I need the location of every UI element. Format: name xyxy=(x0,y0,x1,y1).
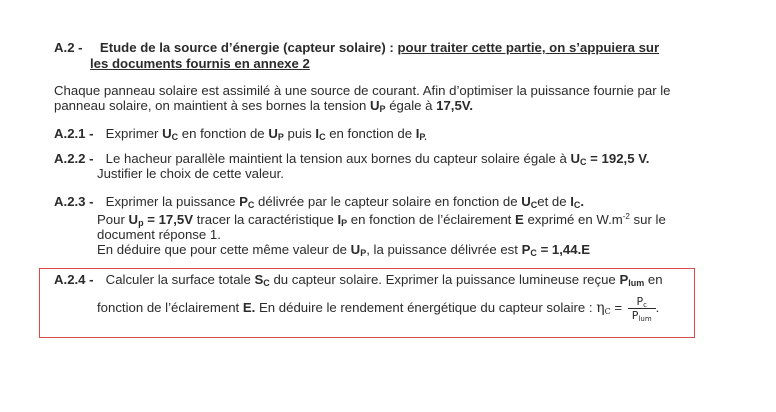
section-instruction: pour traiter cette partie, on s’appuiera sur xyxy=(397,40,660,55)
section-a2-heading xyxy=(54,40,659,56)
question-a23: A.2.3 - Exprimer la puissance $P_C$ délivrée par le capteur solaire en fonction de $U_Cet$ de $I_C$. xyxy=(54,194,585,210)
section-title: Etude de la source d’énergie (capteur solaire) : xyxy=(99,40,394,55)
efficiency-formula: $\eta_C$ xyxy=(596,300,611,316)
question-a23-line3: document réponse 1. xyxy=(97,227,221,242)
question-number: A.2.1 - xyxy=(54,126,94,141)
efficiency-fraction: $\frac{P_c}{P_{lum}}$ xyxy=(628,295,656,322)
section-instruction-cont: les documents fournis en annexe 2 xyxy=(90,56,310,71)
question-a24-line2: fonction de l’éclairement E. En déduire le rendement énergétique du capteur solaire : $\eta_C$ = $\frac{P_c}{P_{lum}}$ . xyxy=(97,295,660,324)
intro-line-1: Chaque panneau solaire est assimilé à une source de courant. Afin d’optimiser la puissance fournie par le xyxy=(54,83,671,98)
question-a23-line4: En déduire que pour cette même valeur de $U_P$, la puissance délivrée est $P_C = 1,44.E$ xyxy=(97,242,591,258)
section-number: A.2 - xyxy=(54,40,83,55)
question-number: A.2.4 - xyxy=(54,272,94,287)
question-a24: A.2.4 - Calculer la surface totale $S_C$ du capteur solaire. Exprimer la puissance lumineuse reçue $P_{lum}$ en xyxy=(54,272,663,288)
question-a22: A.2.2 - Le hacheur parallèle maintient la tension aux bornes du capteur solaire égale à $U_C = 192,5$ V. xyxy=(54,151,650,167)
question-number: A.2.3 - xyxy=(54,194,94,209)
question-number: A.2.2 - xyxy=(54,151,94,166)
question-a22-line2: Justifier le choix de cette valeur. xyxy=(97,166,284,181)
intro-line-2: panneau solaire, on maintient à ses bornes la tension $U_P$ égale à 17,5V. xyxy=(54,98,474,114)
question-a21: A.2.1 - Exprimer $U_C$ en fonction de $U_P$ puis $I_C$ en fonction de $I_{P.}$ xyxy=(54,126,427,142)
question-a23-line2: Pour $U_p = 17,5V$ tracer la caractéristique $I_P$ en fonction de l’éclairement E exprimé en $W.m^{-2}$ sur le xyxy=(97,212,666,228)
